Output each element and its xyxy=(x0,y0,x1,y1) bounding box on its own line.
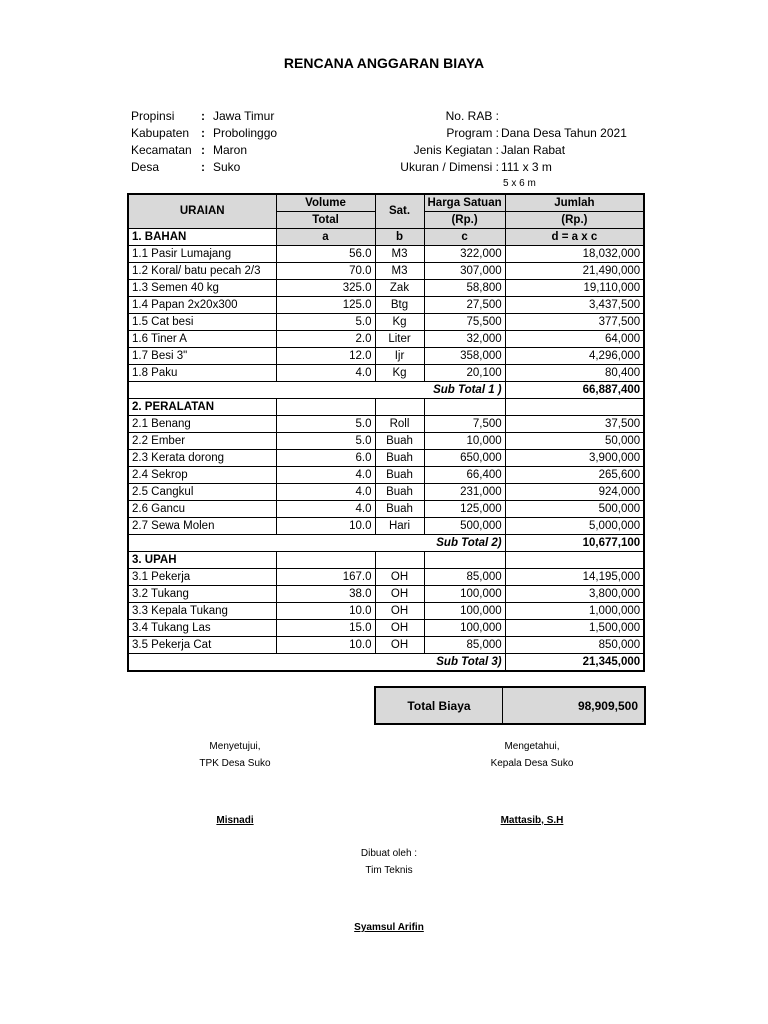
table-row xyxy=(128,331,644,348)
item-jumlah: 265,600 xyxy=(505,467,644,484)
location-value: Jawa Timur xyxy=(213,109,275,123)
project-info xyxy=(350,108,627,176)
empty-cell xyxy=(375,552,424,569)
total-label: Total Biaya xyxy=(376,688,503,723)
item-jumlah: 3,800,000 xyxy=(505,586,644,603)
header-uraian: URAIAN xyxy=(128,194,276,229)
subtotal-row xyxy=(128,654,644,672)
empty-cell xyxy=(505,399,644,416)
item-jumlah: 19,110,000 xyxy=(505,280,644,297)
item-volume: 38.0 xyxy=(276,586,375,603)
item-volume: 6.0 xyxy=(276,450,375,467)
item-uraian: 1.6 Tiner A xyxy=(128,331,276,348)
subtotal-label: Sub Total 2) xyxy=(128,535,505,552)
empty-cell xyxy=(505,552,644,569)
table-row xyxy=(128,433,644,450)
section-name: 1. BAHAN xyxy=(128,229,276,246)
signature-center xyxy=(304,845,474,936)
item-volume: 4.0 xyxy=(276,467,375,484)
item-harga: 307,000 xyxy=(424,263,505,280)
item-volume: 12.0 xyxy=(276,348,375,365)
table-row xyxy=(128,501,644,518)
item-harga: 500,000 xyxy=(424,518,505,535)
item-jumlah: 1,500,000 xyxy=(505,620,644,637)
project-value: Dana Desa Tahun 2021 xyxy=(501,126,627,140)
item-harga: 85,000 xyxy=(424,569,505,586)
sig-center-line2: Tim Teknis xyxy=(365,865,413,876)
table-row xyxy=(128,416,644,433)
item-uraian: 2.2 Ember xyxy=(128,433,276,450)
subtotal-label: Sub Total 1 ) xyxy=(128,382,505,399)
project-row xyxy=(350,159,627,176)
item-harga: 32,000 xyxy=(424,331,505,348)
col-b: b xyxy=(375,229,424,246)
item-sat: Liter xyxy=(375,331,424,348)
signature-left xyxy=(150,738,320,829)
item-jumlah: 500,000 xyxy=(505,501,644,518)
section-row xyxy=(128,229,644,246)
subtotal-value: 21,345,000 xyxy=(505,654,644,672)
item-jumlah: 50,000 xyxy=(505,433,644,450)
signature-right xyxy=(447,738,617,829)
item-uraian: 3.1 Pekerja xyxy=(128,569,276,586)
colon: : xyxy=(201,109,205,123)
sig-left-name: Misnadi xyxy=(216,815,254,826)
sig-right-line1: Mengetahui, xyxy=(504,741,560,752)
table-row xyxy=(128,450,644,467)
item-jumlah: 37,500 xyxy=(505,416,644,433)
item-sat: M3 xyxy=(375,263,424,280)
item-sat: OH xyxy=(375,586,424,603)
table-row xyxy=(128,586,644,603)
location-label: Kabupaten xyxy=(131,126,190,140)
location-value: Probolinggo xyxy=(213,126,278,140)
item-volume: 2.0 xyxy=(276,331,375,348)
table-row xyxy=(128,569,644,586)
subtotal-row xyxy=(128,535,644,552)
item-harga: 58,800 xyxy=(424,280,505,297)
header-sat: Sat. xyxy=(375,194,424,229)
col-d: d = a x c xyxy=(505,229,644,246)
item-sat: M3 xyxy=(375,246,424,263)
item-harga: 10,000 xyxy=(424,433,505,450)
item-volume: 56.0 xyxy=(276,246,375,263)
col-c: c xyxy=(424,229,505,246)
table-row xyxy=(128,620,644,637)
item-harga: 85,000 xyxy=(424,637,505,654)
item-harga: 650,000 xyxy=(424,450,505,467)
item-sat: Buah xyxy=(375,467,424,484)
item-harga: 100,000 xyxy=(424,620,505,637)
colon: : xyxy=(201,126,205,140)
item-volume: 5.0 xyxy=(276,416,375,433)
header-row xyxy=(128,194,644,212)
table-row xyxy=(128,297,644,314)
item-jumlah: 80,400 xyxy=(505,365,644,382)
table-row xyxy=(128,263,644,280)
item-harga: 20,100 xyxy=(424,365,505,382)
table-row xyxy=(128,467,644,484)
total-biaya xyxy=(374,686,646,725)
item-uraian: 1.1 Pasir Lumajang xyxy=(128,246,276,263)
item-uraian: 1.3 Semen 40 kg xyxy=(128,280,276,297)
subtotal-value: 10,677,100 xyxy=(505,535,644,552)
item-sat: OH xyxy=(375,603,424,620)
item-uraian: 1.4 Papan 2x20x300 xyxy=(128,297,276,314)
empty-cell xyxy=(276,399,375,416)
sig-left-line1: Menyetujui, xyxy=(209,741,261,752)
item-volume: 167.0 xyxy=(276,569,375,586)
item-jumlah: 4,296,000 xyxy=(505,348,644,365)
table-row xyxy=(128,246,644,263)
item-jumlah: 924,000 xyxy=(505,484,644,501)
location-label: Kecamatan xyxy=(131,143,192,157)
project-label: Ukuran / Dimensi : xyxy=(400,160,499,174)
subtotal-label: Sub Total 3) xyxy=(128,654,505,672)
table-row xyxy=(128,280,644,297)
item-sat: Buah xyxy=(375,501,424,518)
item-jumlah: 18,032,000 xyxy=(505,246,644,263)
item-harga: 231,000 xyxy=(424,484,505,501)
subtotal-value: 66,887,400 xyxy=(505,382,644,399)
header-harga-unit: (Rp.) xyxy=(424,212,505,229)
location-label: Desa xyxy=(131,160,160,174)
item-uraian: 3.3 Kepala Tukang xyxy=(128,603,276,620)
item-uraian: 3.4 Tukang Las xyxy=(128,620,276,637)
item-sat: Roll xyxy=(375,416,424,433)
section-name: 2. PERALATAN xyxy=(128,399,276,416)
item-uraian: 2.5 Cangkul xyxy=(128,484,276,501)
colon: : xyxy=(201,160,205,174)
empty-cell xyxy=(424,399,505,416)
empty-cell xyxy=(424,552,505,569)
item-volume: 10.0 xyxy=(276,518,375,535)
project-row xyxy=(350,125,627,142)
item-uraian: 1.8 Paku xyxy=(128,365,276,382)
item-sat: Buah xyxy=(375,450,424,467)
item-sat: Zak xyxy=(375,280,424,297)
item-volume: 15.0 xyxy=(276,620,375,637)
project-row xyxy=(350,108,627,125)
item-harga: 358,000 xyxy=(424,348,505,365)
item-uraian: 1.2 Koral/ batu pecah 2/3 xyxy=(128,263,276,280)
project-value: Jalan Rabat xyxy=(501,143,566,157)
item-volume: 70.0 xyxy=(276,263,375,280)
item-volume: 5.0 xyxy=(276,314,375,331)
location-info xyxy=(131,108,277,176)
sig-center-name: Syamsul Arifin xyxy=(354,922,424,933)
header-jumlah: Jumlah xyxy=(505,194,644,212)
header-jumlah-unit: (Rp.) xyxy=(505,212,644,229)
item-jumlah: 5,000,000 xyxy=(505,518,644,535)
item-harga: 27,500 xyxy=(424,297,505,314)
item-sat: Kg xyxy=(375,314,424,331)
empty-cell xyxy=(375,399,424,416)
item-harga: 7,500 xyxy=(424,416,505,433)
item-jumlah: 64,000 xyxy=(505,331,644,348)
item-volume: 10.0 xyxy=(276,637,375,654)
project-value: 111 x 3 m xyxy=(501,160,552,174)
item-harga: 100,000 xyxy=(424,586,505,603)
empty-cell xyxy=(276,552,375,569)
item-volume: 5.0 xyxy=(276,433,375,450)
sig-left-line2: TPK Desa Suko xyxy=(199,758,271,769)
project-label: Program : xyxy=(446,126,499,140)
item-volume: 4.0 xyxy=(276,501,375,518)
sig-right-name: Mattasib, S.H xyxy=(500,815,564,826)
item-jumlah: 21,490,000 xyxy=(505,263,644,280)
location-row xyxy=(131,125,277,142)
item-jumlah: 3,437,500 xyxy=(505,297,644,314)
col-a: a xyxy=(276,229,375,246)
sig-right-line2: Kepala Desa Suko xyxy=(490,758,574,769)
item-harga: 322,000 xyxy=(424,246,505,263)
item-uraian: 2.4 Sekrop xyxy=(128,467,276,484)
item-harga: 66,400 xyxy=(424,467,505,484)
section-row xyxy=(128,552,644,569)
location-row xyxy=(131,142,277,159)
item-jumlah: 3,900,000 xyxy=(505,450,644,467)
item-uraian: 1.7 Besi 3" xyxy=(128,348,276,365)
section-row xyxy=(128,399,644,416)
item-sat: OH xyxy=(375,620,424,637)
table-row xyxy=(128,348,644,365)
table-row xyxy=(128,637,644,654)
item-sat: Kg xyxy=(375,365,424,382)
item-sat: OH xyxy=(375,569,424,586)
item-volume: 4.0 xyxy=(276,484,375,501)
item-sat: Buah xyxy=(375,433,424,450)
item-uraian: 3.5 Pekerja Cat xyxy=(128,637,276,654)
item-volume: 4.0 xyxy=(276,365,375,382)
item-jumlah: 1,000,000 xyxy=(505,603,644,620)
location-label: Propinsi xyxy=(131,109,175,123)
item-uraian: 3.2 Tukang xyxy=(128,586,276,603)
table-row xyxy=(128,314,644,331)
item-uraian: 2.6 Gancu xyxy=(128,501,276,518)
header-harga: Harga Satuan xyxy=(424,194,505,212)
item-sat: Ijr xyxy=(375,348,424,365)
item-uraian: 2.3 Kerata dorong xyxy=(128,450,276,467)
item-harga: 75,500 xyxy=(424,314,505,331)
document-title: RENCANA ANGGARAN BIAYA xyxy=(283,55,485,71)
item-sat: Hari xyxy=(375,518,424,535)
item-volume: 125.0 xyxy=(276,297,375,314)
table-row xyxy=(128,365,644,382)
project-label: No. RAB : xyxy=(445,109,499,123)
item-uraian: 2.7 Sewa Molen xyxy=(128,518,276,535)
item-sat: Buah xyxy=(375,484,424,501)
project-row xyxy=(350,142,627,159)
subtotal-row xyxy=(128,382,644,399)
table-row xyxy=(128,603,644,620)
location-row xyxy=(131,108,277,125)
table-row xyxy=(128,484,644,501)
total-value: 98,909,500 xyxy=(577,698,638,713)
project-label: Jenis Kegiatan : xyxy=(413,143,499,157)
header-volume: Volume xyxy=(276,194,375,212)
location-row xyxy=(131,159,277,176)
section-name: 3. UPAH xyxy=(128,552,276,569)
item-uraian: 2.1 Benang xyxy=(128,416,276,433)
item-jumlah: 850,000 xyxy=(505,637,644,654)
item-sat: Btg xyxy=(375,297,424,314)
sig-center-line1: Dibuat oleh : xyxy=(360,848,418,859)
item-volume: 325.0 xyxy=(276,280,375,297)
item-jumlah: 14,195,000 xyxy=(505,569,644,586)
item-uraian: 1.5 Cat besi xyxy=(128,314,276,331)
item-jumlah: 377,500 xyxy=(505,314,644,331)
colon: : xyxy=(201,143,205,157)
location-value: Maron xyxy=(213,143,248,157)
project-value xyxy=(499,108,501,125)
item-harga: 100,000 xyxy=(424,603,505,620)
item-harga: 125,000 xyxy=(424,501,505,518)
header-total: Total xyxy=(276,212,375,229)
item-volume: 10.0 xyxy=(276,603,375,620)
dimensi-extra: 5 x 6 m xyxy=(503,178,536,189)
location-value: Suko xyxy=(213,160,241,174)
budget-table xyxy=(127,193,645,672)
item-sat: OH xyxy=(375,637,424,654)
table-row xyxy=(128,518,644,535)
